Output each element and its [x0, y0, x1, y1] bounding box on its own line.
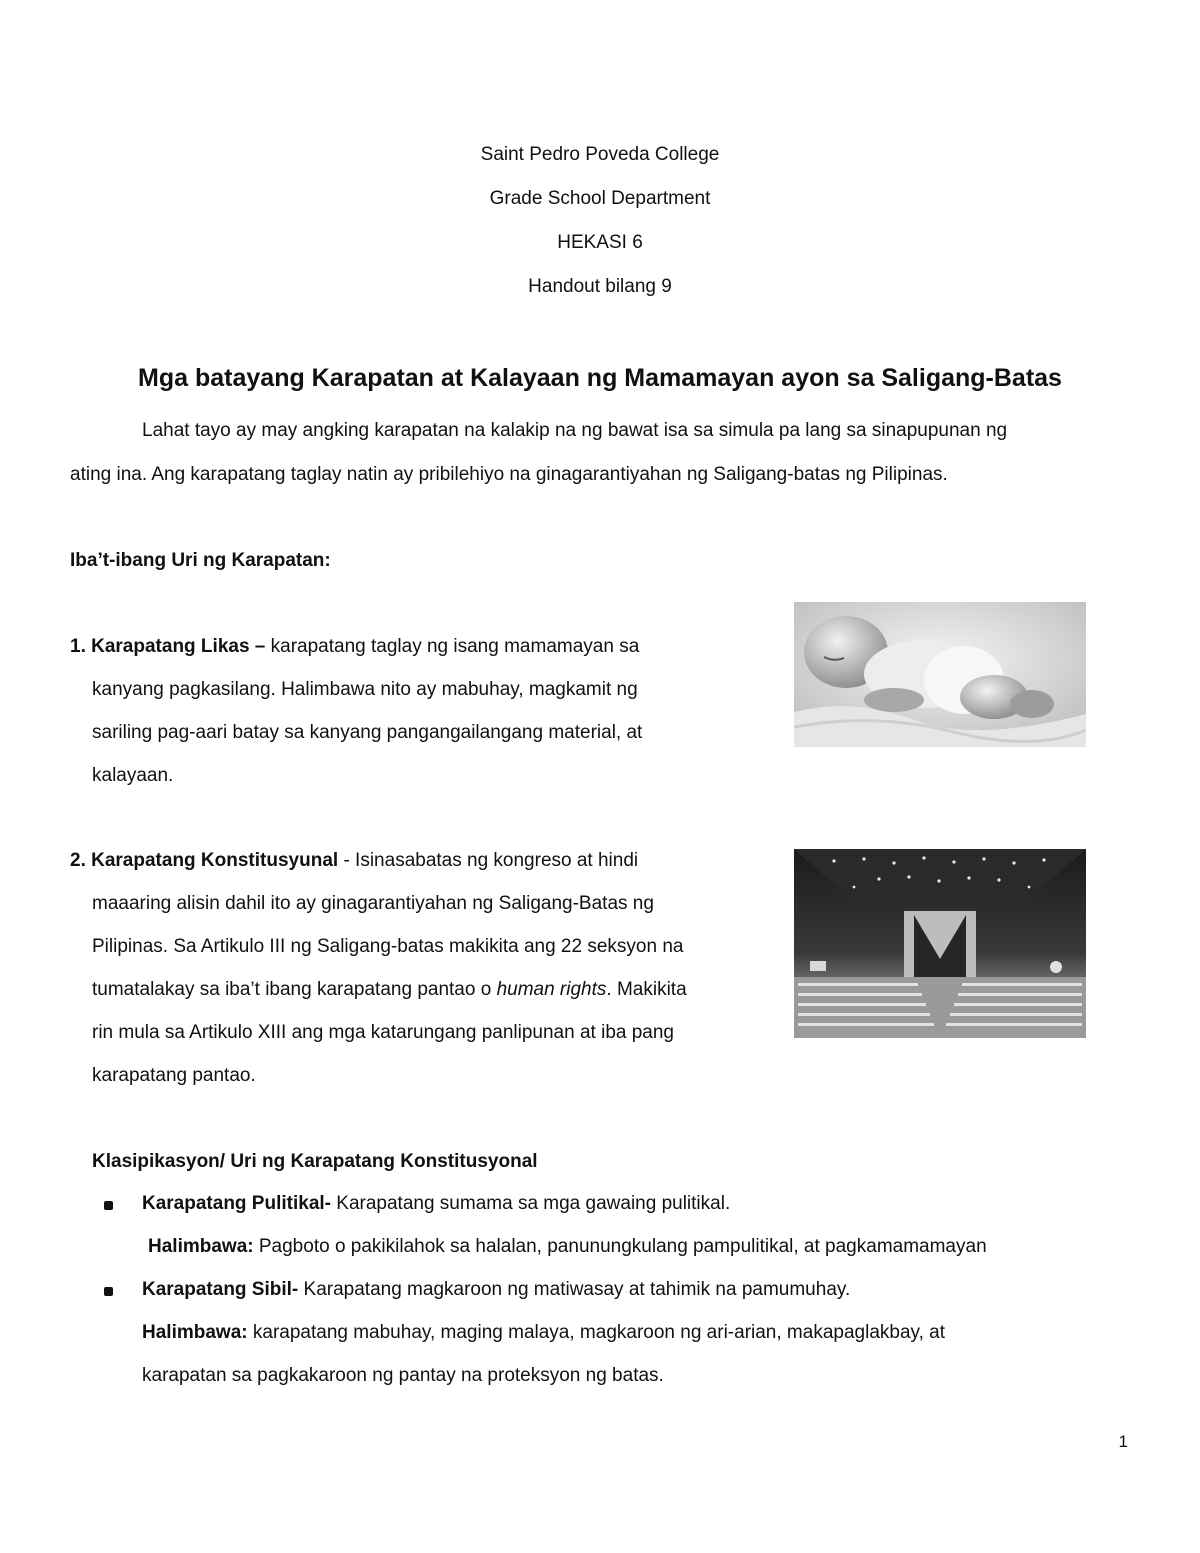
civil-example-label: Halimbawa:	[142, 1322, 248, 1343]
item1-line-2: kanyang pagkasilang. Halimbawa nito ay mabuhay, magkamit ng	[92, 679, 638, 700]
item2-line4-b: . Makikita	[606, 979, 687, 1000]
document-title: Mga batayang Karapatan at Kalayaan ng Mamamayan ayon sa Saligang-Batas	[138, 364, 1062, 392]
political-rights-line	[142, 1193, 730, 1215]
intro-line-1: Lahat tayo ay may angking karapatan na kalakip na ng bawat isa sa simula pa lang sa sinapupunan ng	[142, 420, 1008, 441]
subject-name: HEKASI 6	[557, 232, 643, 253]
item1-line1-rest: karapatang taglay ng isang mamamayan sa	[265, 636, 640, 657]
political-example: Pagboto o pakikilahok sa halalan, panunungkulang pampulitikal, at pagkamamamayan	[253, 1236, 987, 1257]
civil-desc: Karapatang magkaroon ng matiwasay at tahimik na pamumuhay.	[298, 1279, 851, 1300]
item1-line-1	[70, 636, 639, 658]
types-heading: Iba’t-ibang Uri ng Karapatan:	[70, 550, 331, 571]
item1-term: 1. Karapatang Likas –	[70, 636, 266, 657]
page-number: 1	[1118, 1432, 1128, 1451]
congress-hall-photo	[794, 849, 1086, 1038]
item2-line-1	[70, 850, 638, 872]
bullet-icon	[104, 1287, 113, 1296]
political-term: Karapatang Pulitikal-	[142, 1193, 331, 1214]
item2-line1-rest: - Isinasabatas ng kongreso at hindi	[338, 850, 639, 871]
item2-line-5: rin mula sa Artikulo XIII ang mga katarungang panlipunan at iba pang	[92, 1022, 674, 1043]
item2-term: 2. Karapatang Konstitusyunal	[70, 850, 339, 871]
civil-term: Karapatang Sibil-	[142, 1279, 299, 1300]
political-desc: Karapatang sumama sa mga gawaing pulitikal.	[331, 1193, 731, 1214]
school-name: Saint Pedro Poveda College	[480, 144, 720, 165]
item2-line4-a: tumatalakay sa iba’t ibang karapatang pantao o	[92, 979, 497, 1000]
human-rights-text: human rights	[496, 979, 607, 1000]
classification-heading: Klasipikasyon/ Uri ng Karapatang Konstitusyonal	[92, 1151, 538, 1172]
civil-example-line-2: karapatan sa pagkakaroon ng pantay na proteksyon ng batas.	[142, 1365, 664, 1386]
item1-line-4: kalayaan.	[92, 765, 174, 786]
item2-line-6: karapatang pantao.	[92, 1065, 256, 1086]
civil-example-1: karapatang mabuhay, maging malaya, magkaroon ng ari-arian, makapaglakbay, at	[247, 1322, 946, 1343]
political-example-line	[148, 1236, 987, 1258]
sleeping-baby-photo	[794, 602, 1086, 747]
handout-number: Handout bilang 9	[528, 276, 672, 297]
civil-rights-line	[142, 1279, 850, 1301]
civil-example-line-1	[142, 1322, 945, 1344]
political-example-label: Halimbawa:	[148, 1236, 254, 1257]
bullet-icon	[104, 1201, 113, 1210]
item1-line-3: sariling pag-aari batay sa kanyang pangangailangang material, at	[92, 722, 643, 743]
department-name: Grade School Department	[489, 188, 711, 209]
item2-line-4	[92, 979, 687, 1001]
item2-line-3: Pilipinas. Sa Artikulo III ng Saligang-batas makikita ang 22 seksyon na	[92, 936, 684, 957]
intro-line-2: ating ina. Ang karapatang taglay natin ay pribilehiyo na ginagarantiyahan ng Saligang-batas ng Pilipinas.	[70, 464, 948, 485]
item2-line-2: maaaring alisin dahil ito ay ginagarantiyahan ng Saligang-Batas ng	[92, 893, 654, 914]
